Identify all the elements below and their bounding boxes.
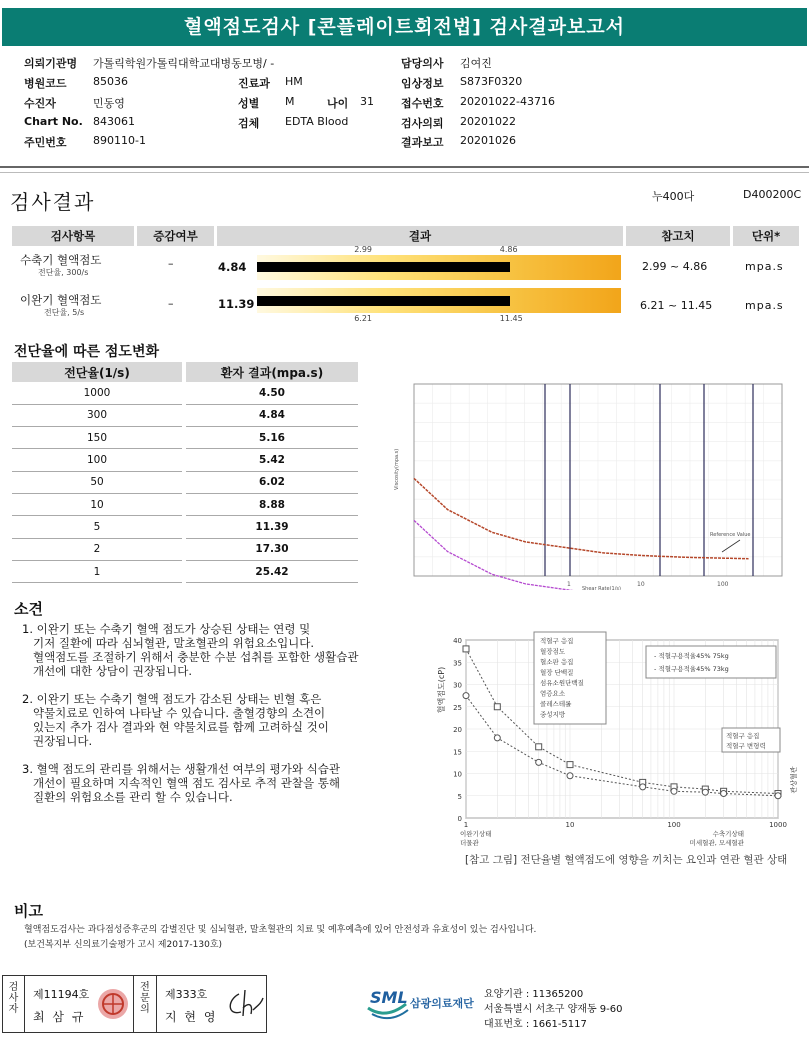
- shear-table: [12, 362, 358, 583]
- shear-col-rate: 전단율(1/s): [12, 362, 184, 382]
- shear-row: [12, 516, 358, 538]
- shear-row: [12, 382, 358, 404]
- series-point: [536, 744, 542, 750]
- request-value: 20201022: [460, 115, 516, 128]
- diastolic-name: 이완기 혈액점도: [20, 293, 102, 307]
- patient-label: 수진자: [24, 97, 56, 110]
- series-point: [721, 791, 727, 797]
- shear-rate: 100: [12, 449, 184, 471]
- x-tick-label: 100: [717, 581, 729, 588]
- reference-figure-caption: [참고 그림] 전단율별 혈액점도에 영향을 끼치는 요인과 연관 혈관 상태: [465, 854, 788, 866]
- diastolic-value: 11.39: [218, 297, 255, 311]
- shear-value: 5.16: [184, 427, 358, 449]
- y-tick-label: 35: [453, 659, 462, 668]
- reference-curve-line: [414, 520, 749, 590]
- test-code: 누400다: [652, 190, 695, 203]
- report-date-value: 20201026: [460, 134, 516, 147]
- specimen-label: 검체: [238, 117, 260, 130]
- shear-value: 11.39: [184, 516, 358, 538]
- shear-row: [12, 449, 358, 471]
- request-label: 검사의뢰: [401, 117, 444, 130]
- reference-annotation: Reference Value: [710, 532, 751, 538]
- results-title: 검사결과: [10, 190, 96, 214]
- diastolic-unit: mpa.s: [745, 299, 784, 312]
- legend-item: - 적혈구용적율45% 75kg: [654, 652, 729, 660]
- specialist-label: 전 문 의: [133, 976, 157, 1032]
- opinion-item-1: 1. 이완기 또는 수축기 혈액 점도가 상승된 상태는 연령 및 기저 질환에 따라 심뇌혈관, 말초혈관의 위험요소입니다. 혈액점도를 조절하기 위해서 충분한 수분 섭취를 포함한 생활습관 개선에 대한 상담이 권장됩니다.: [22, 622, 359, 678]
- systolic-unit: mpa.s: [745, 260, 784, 273]
- systolic-bar-fill: [257, 262, 510, 272]
- systolic-name: 수축기 혈액점도: [20, 253, 102, 267]
- shear-rate: 10: [12, 493, 184, 515]
- x-tick-label: 10: [637, 581, 645, 588]
- shear-value: 6.02: [184, 471, 358, 493]
- y-tick-label: 40: [453, 637, 462, 645]
- col-test-item: 검사항목: [12, 226, 134, 246]
- shear-value: 4.50: [184, 382, 358, 404]
- series-point: [494, 735, 500, 741]
- series-point: [494, 704, 500, 710]
- shear-row: [12, 404, 358, 426]
- x-tick-label: 100: [667, 821, 681, 829]
- y-tick-label: 15: [453, 748, 462, 757]
- doctor-label: 담당의사: [401, 57, 444, 70]
- legend-item: - 적혈구용적율45% 73kg: [654, 665, 729, 673]
- resident-label: 주민번호: [24, 136, 67, 149]
- deform-item: 적혈구 변형력: [726, 742, 766, 750]
- diastolic-change: –: [168, 297, 174, 310]
- shear-row: [12, 538, 358, 560]
- receipt-value: 20201022-43716: [460, 95, 555, 108]
- series-point: [702, 789, 708, 795]
- opinion-list: [22, 622, 442, 804]
- systolic-value: 4.84: [218, 260, 247, 274]
- col-reference: 참고치: [626, 226, 730, 246]
- dept-value: HM: [285, 75, 303, 88]
- brand-name: 삼광의료재단: [410, 997, 474, 1010]
- shear-rate: 5: [12, 516, 184, 538]
- systolic-sub: 전단율, 300/s: [38, 268, 89, 277]
- clinical-value: S873F0320: [460, 75, 523, 88]
- age-value: 31: [360, 95, 374, 108]
- patient-value: 민동영: [93, 97, 125, 110]
- viscosity-curve-chart: [392, 380, 792, 590]
- header-divider: [0, 166, 809, 168]
- annotation-pointer: [722, 540, 740, 552]
- report-date-label: 결과보고: [401, 136, 444, 149]
- shear-value: 17.30: [184, 538, 358, 560]
- col-unit: 단위*: [733, 226, 799, 246]
- y-axis-label: 혈액점도(cP): [437, 666, 446, 714]
- factor-item: 염증요소: [540, 689, 566, 698]
- y-tick-label: 25: [453, 703, 462, 712]
- remark-title: 비고: [14, 902, 43, 920]
- systolic-ref-low-label: 2.99: [354, 245, 372, 254]
- factor-item: 섬유소원단백질: [540, 679, 584, 687]
- shear-row: [12, 427, 358, 449]
- opinion-title: 소견: [14, 600, 43, 618]
- org-address: 서울특별시 서초구 양재동 9-60: [484, 1004, 623, 1015]
- y-tick-label: 10: [453, 770, 462, 779]
- series-point: [567, 773, 573, 779]
- specimen-value: EDTA Blood: [285, 115, 349, 128]
- inspector-label: 검 사 자: [3, 976, 25, 1032]
- specialist-license: 제333호: [165, 988, 208, 1001]
- reference-figure-chart: [436, 630, 806, 860]
- systolic-ref: 2.99 ~ 4.86: [642, 260, 708, 273]
- org-code: 요양기관 : 11365200: [484, 989, 584, 1000]
- shear-row: [12, 493, 358, 515]
- factor-item: 중성지방: [540, 710, 566, 719]
- brand-logo: SML: [370, 988, 408, 1007]
- col-change: 증감여부: [137, 226, 214, 246]
- sex-label: 성별: [238, 97, 260, 110]
- diastolic-ref: 6.21 ~ 11.45: [640, 299, 713, 312]
- left-caption: 이완기상태: [460, 830, 492, 838]
- y-tick-label: 20: [453, 726, 462, 734]
- x-tick-label: 1: [567, 581, 571, 588]
- clinical-label: 임상정보: [401, 77, 444, 90]
- shear-rate: 50: [12, 471, 184, 493]
- series-point: [640, 784, 646, 790]
- inspector-name: 최 삼 규: [33, 1010, 86, 1024]
- chart-value: 843061: [93, 115, 135, 128]
- specialist-signature-icon: [225, 986, 265, 1022]
- remark-line-1: 혈액점도검사는 과다점성증후군의 감별진단 및 심뇌혈관, 말초혈관의 치료 및 예후예측에 있어 안전성과 유효성이 있는 검사입니다.: [24, 925, 537, 935]
- series-point: [671, 788, 677, 794]
- right-caption: 수축기상태: [712, 830, 744, 838]
- report-title: 혈액점도검사 [콘플레이트회전법] 검사결과보고서: [2, 8, 807, 46]
- factor-item: 혈장점도: [540, 647, 566, 656]
- doctor-value: 김여진: [460, 57, 492, 70]
- shear-col-value: 환자 결과(mpa.s): [184, 362, 358, 382]
- inspector-license: 제11194호: [33, 988, 90, 1001]
- y-tick-label: 5: [457, 792, 462, 801]
- series-point: [536, 759, 542, 765]
- y-axis-label: Viscosity(mpa.s): [394, 448, 400, 490]
- systolic-ref-high-label: 4.86: [499, 245, 518, 254]
- x-axis-label: Shear Rate(1/s): [582, 586, 621, 590]
- org-phone: 대표번호 : 1661-5117: [484, 1019, 587, 1030]
- systolic-change: –: [168, 257, 174, 270]
- header-divider-2: [0, 172, 809, 173]
- factor-item: 혈소판 응집: [540, 658, 574, 666]
- shear-row: [12, 471, 358, 493]
- institution-label: 의뢰기관명: [24, 57, 78, 70]
- factor-item: 적혈구 응집: [540, 637, 574, 645]
- series-point: [567, 762, 573, 768]
- dept-label: 진료과: [238, 77, 270, 90]
- sex-value: M: [285, 95, 295, 108]
- institution-value: 가톨릭학원가톨릭대학교대병동모병/ -: [93, 57, 275, 70]
- left-caption: 더물관: [460, 839, 479, 847]
- inspector-seal-icon: [95, 984, 131, 1024]
- opinion-item-3: 3. 혈액 점도의 관리를 위해서는 생활개선 여부의 평가와 식습관 개선이 필요하며 지속적인 혈액 점도 검사로 추적 관찰을 통해 질환의 위험요소를 관리 할 수 있습니다.: [22, 762, 340, 804]
- y-tick-label: 0: [457, 815, 462, 823]
- specialist-name: 지 현 영: [165, 1010, 218, 1024]
- right-caption: 미세혈관, 모세혈관: [689, 839, 744, 847]
- receipt-label: 접수번호: [401, 97, 444, 110]
- diastolic-ref-low-label: 6.21: [354, 314, 372, 323]
- shear-value: 4.84: [184, 404, 358, 426]
- factor-item: 혈장 단백질: [540, 668, 574, 677]
- shear-section-title: 전단율에 따른 점도변화: [14, 344, 159, 360]
- remark-line-2: (보건복지부 신의료기술평가 고시 제2017-130호): [24, 940, 223, 950]
- diastolic-sub: 전단율, 5/s: [44, 308, 85, 317]
- shear-rate: 1000: [12, 382, 184, 404]
- shear-rate: 2: [12, 538, 184, 560]
- shear-value: 5.42: [184, 449, 358, 471]
- shear-row: [12, 560, 358, 582]
- x-tick-label: 10: [565, 821, 575, 829]
- test-code-2: D400200C: [743, 188, 802, 201]
- chart-label: Chart No.: [24, 115, 83, 128]
- deform-item: 적혈구 응집: [726, 732, 760, 740]
- x-tick-label: 1: [463, 821, 469, 829]
- legend-box: [646, 646, 776, 678]
- series-point: [463, 693, 469, 699]
- factor-item: 콜레스테롤: [540, 700, 572, 708]
- x-tick-label: 1000: [769, 821, 787, 829]
- hospital-code-label: 병원코드: [24, 77, 67, 90]
- hospital-code-value: 85036: [93, 75, 128, 88]
- y-tick-label: 30: [453, 681, 462, 690]
- right-axis-label: 관상혈관: [790, 766, 798, 794]
- series-point: [463, 646, 469, 652]
- opinion-item-2: 2. 이완기 또는 수축기 혈액 점도가 감소된 상태는 빈혈 혹은 약물치료로 인하여 나타날 수 있습니다. 출혈경향의 소견이 있는지 추가 검사 결과와 현 약물치료를 함께 고려하실 것이 권장됩니다.: [22, 692, 329, 748]
- resident-value: 890110-1: [93, 134, 146, 147]
- age-label: 나이: [327, 97, 349, 110]
- shear-rate: 300: [12, 404, 184, 426]
- col-result: 결과: [217, 226, 623, 246]
- series-point: [775, 793, 781, 799]
- diastolic-bar-fill: [257, 296, 510, 306]
- shear-value: 25.42: [184, 560, 358, 582]
- shear-rate: 1: [12, 560, 184, 582]
- shear-value: 8.88: [184, 493, 358, 515]
- signature-box: [2, 975, 267, 1033]
- shear-rate: 150: [12, 427, 184, 449]
- diastolic-ref-high-label: 11.45: [499, 314, 523, 323]
